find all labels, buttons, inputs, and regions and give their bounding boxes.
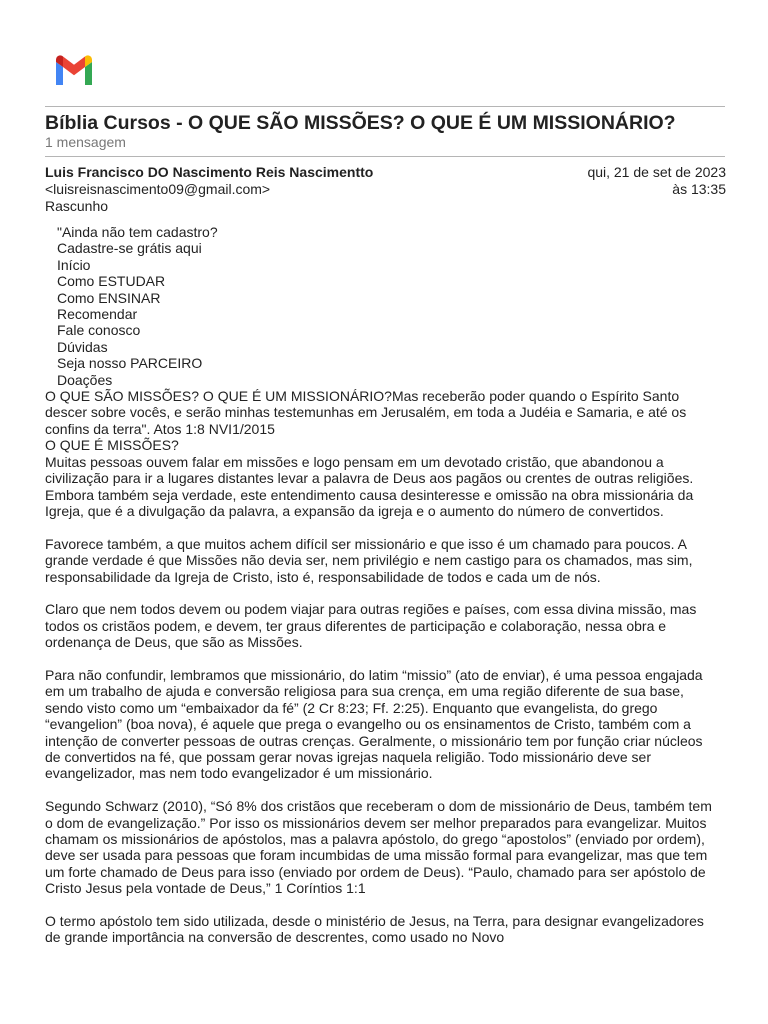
email-subject: Bíblia Cursos - O QUE SÃO MISSÕES? O QUE É UM MISSIONÁRIO? — [45, 112, 676, 134]
sender-name: Luis Francisco DO Nascimento Reis Nascimentto — [45, 164, 374, 180]
folder-label: Rascunho — [45, 198, 109, 214]
section-heading: O QUE É MISSÕES? — [45, 437, 179, 454]
nav-item: "Ainda não tem cadastro? — [57, 224, 218, 240]
intro-paragraph: O QUE SÃO MISSÕES? O QUE É UM MISSIONÁRIO?Mas receberão poder quando o Espírito Santo descer sobre vocês, e serão minhas testemunhas em Jerusalém, em toda a Judéia e Samaria, e até os confins da terra". Atos 1:8 NVI1/2015 — [45, 388, 687, 437]
nav-item: Doações — [57, 371, 113, 388]
message-count: 1 mensagem — [45, 134, 126, 150]
nav-item: Dúvidas — [57, 338, 108, 355]
nav-list — [57, 224, 719, 388]
header-divider — [45, 106, 725, 107]
nav-item: Como ENSINAR — [57, 289, 161, 306]
body-paragraph: Muitas pessoas ouvem falar em missões e logo pensam em um devotado cristão, que abandonou a civilização para ir a lugares distantes levar a palavra de Deus aos pagãos ou crentes de outras religiões. Embora também seja verdade, este entendimento causa desinteresse e omissão na obra missionária da Igreja, que é a divulgação da palavra, a expansão da igreja e o aumento do número de convertidos. — [45, 453, 694, 519]
nav-item: Recomendar — [57, 306, 138, 323]
nav-item: Seja nosso PARCEIRO — [57, 355, 203, 372]
body-paragraph: Segundo Schwarz (2010), “Só 8% dos cristãos que receberam o dom de missionário de Deus, também tem o dom de evangelização.” Por isso os missionários devem ser melhor preparados para evangelizar. Muitos chamam os missionários de apóstolos, mas a palavra apóstolo, do grego “apostolos” (enviado por ordem), deve ser usada para pessoas que foram incumbidas de uma missão formal para evangelizar, mas que tem um forte chamado de Deus para isso (enviado por ordem de Deus). “Paulo, chamado para ser apóstolo de Cristo Jesus pela vontade de Deus,” 1 Coríntios 1:1 — [45, 798, 712, 897]
nav-item: Fale conosco — [57, 322, 141, 339]
sender-email: <luisreisnascimento09@gmail.com> — [45, 181, 271, 197]
body-paragraph: O termo apóstolo tem sido utilizada, desde o ministério de Jesus, na Terra, para designar evangelizadores de grande importância na conversão de descrentes, como usado no Novo — [45, 912, 704, 946]
subject-divider — [45, 156, 725, 157]
nav-item: Cadastre-se grátis aqui — [57, 240, 202, 257]
nav-item: Como ESTUDAR — [57, 273, 166, 290]
time-text: às 13:35 — [672, 181, 726, 197]
body-paragraph: Favorece também, a que muitos achem difícil ser missionário e que isso é um chamado para poucos. A grande verdade é que Missões não devia ser, nem privilégio e nem castigo para os chamados, mas sim, responsabilidade da Igreja de Cristo, isto é, responsabilidade de todos e cada um de nós. — [45, 535, 693, 585]
article-content — [45, 388, 719, 946]
email-body — [45, 224, 719, 946]
body-paragraph: Para não confundir, lembramos que missionário, do latim “missio” (ato de enviar), é uma pessoa engajada em um trabalho de ajuda e conversão religiosa para sua crença, em uma região diferente de sua base, sendo visto como um “embaixador da fé” (2 Cr 8:23; Ff. 2:25). Enquanto que evangelista, do grego “evangelion” (boa nova), é aquele que prega o evangelho ou os ensinamentos de Cristo, também com a intenção de converter pessoas de outras crenças. Geralmente, o missionário tem por função criar núcleos de convertidos na fé, que possam gerar novas igrejas naquela religião. Todo missionário deve ser evangelizador, mas nem todo evangelizador é um missionário. — [45, 666, 703, 782]
nav-item: Início — [57, 256, 91, 273]
message-date — [587, 164, 726, 198]
sender-block — [45, 164, 373, 215]
body-paragraph: Claro que nem todos devem ou podem viajar para outras regiões e países, com essa divina missão, mas todos os cristãos podem, e devem, ter graus diferentes de participação e colaboração, nessa obra e ordenança de Deus, que são as Missões. — [45, 601, 697, 651]
date-text: qui, 21 de set de 2023 — [587, 164, 726, 180]
gmail-logo-icon — [53, 55, 95, 85]
